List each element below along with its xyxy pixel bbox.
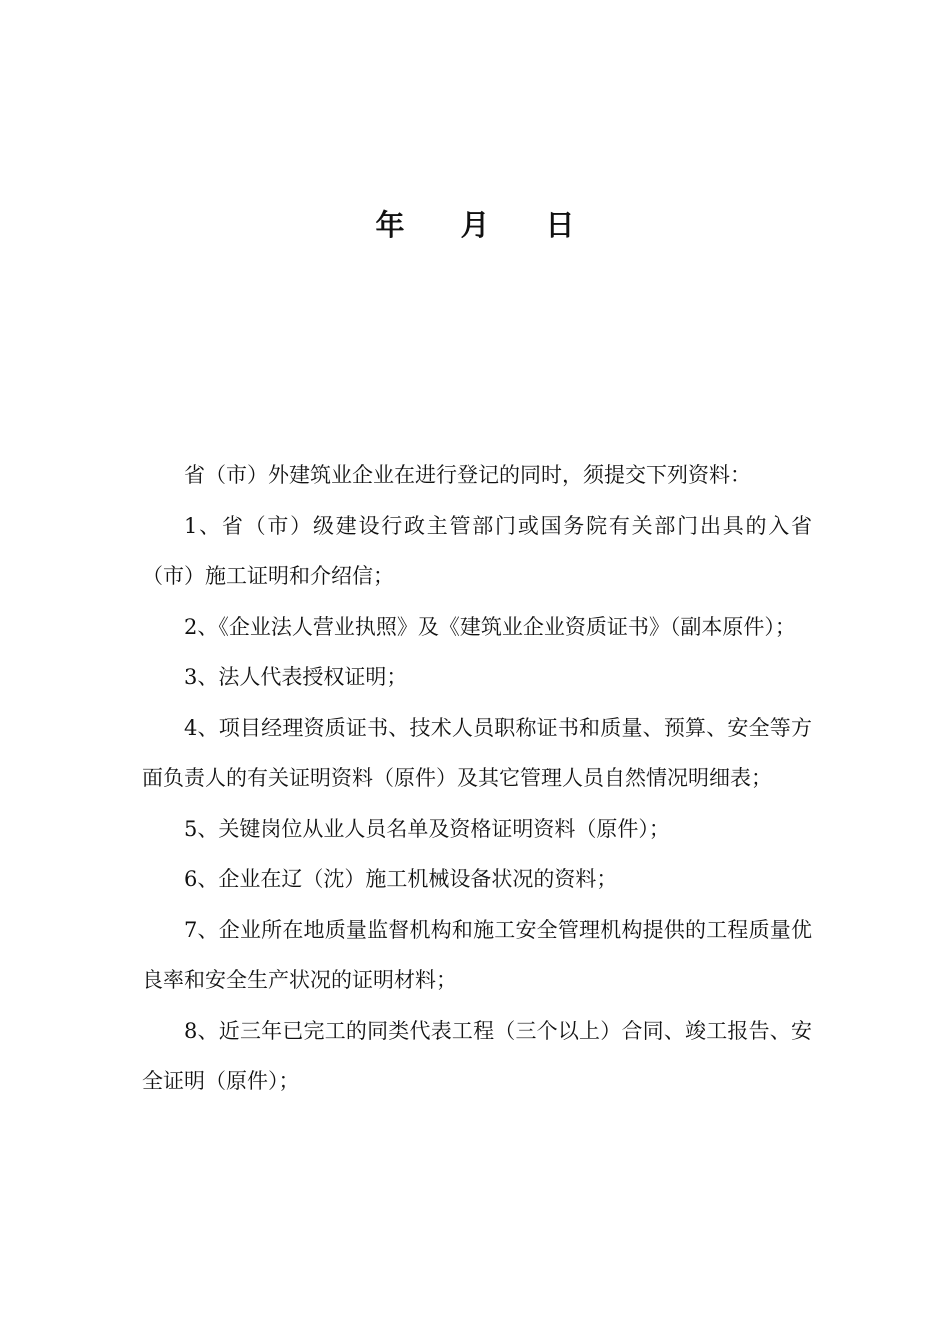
document-body	[142, 450, 812, 1107]
date-line	[0, 205, 950, 245]
list-item-7: 7、企业所在地质量监督机构和施工安全管理机构提供的工程质量优良率和安全生产状况的证明材料；	[142, 917, 812, 992]
date-day-label: 日	[545, 208, 575, 242]
list-item-5: 5、关键岗位从业人员名单及资格证明资料（原件）；	[184, 816, 670, 841]
intro-paragraph: 省（市）外建筑业企业在进行登记的同时，须提交下列资料：	[184, 463, 751, 487]
list-item-1: 1、省（市）级建设行政主管部门或国务院有关部门出具的入省（市）施工证明和介绍信；	[142, 513, 812, 588]
list-item-2: 2、《企业法人营业执照》及《建筑业企业资质证书》（副本原件）；	[184, 614, 796, 639]
date-month-label: 月	[460, 208, 490, 242]
list-item-4: 4、项目经理资质证书、技术人员职称证书和质量、预算、安全等方面负责人的有关证明资料（原件）及其它管理人员自然情况明细表；	[142, 715, 812, 790]
list-item-8: 8、近三年已完工的同类代表工程（三个以上）合同、竣工报告、安全证明（原件）；	[142, 1018, 812, 1093]
list-item-3: 3、法人代表授权证明；	[184, 665, 408, 689]
list-item-6: 6、企业在辽（沈）施工机械设备状况的资料；	[184, 867, 618, 891]
date-year-label: 年	[375, 208, 405, 242]
